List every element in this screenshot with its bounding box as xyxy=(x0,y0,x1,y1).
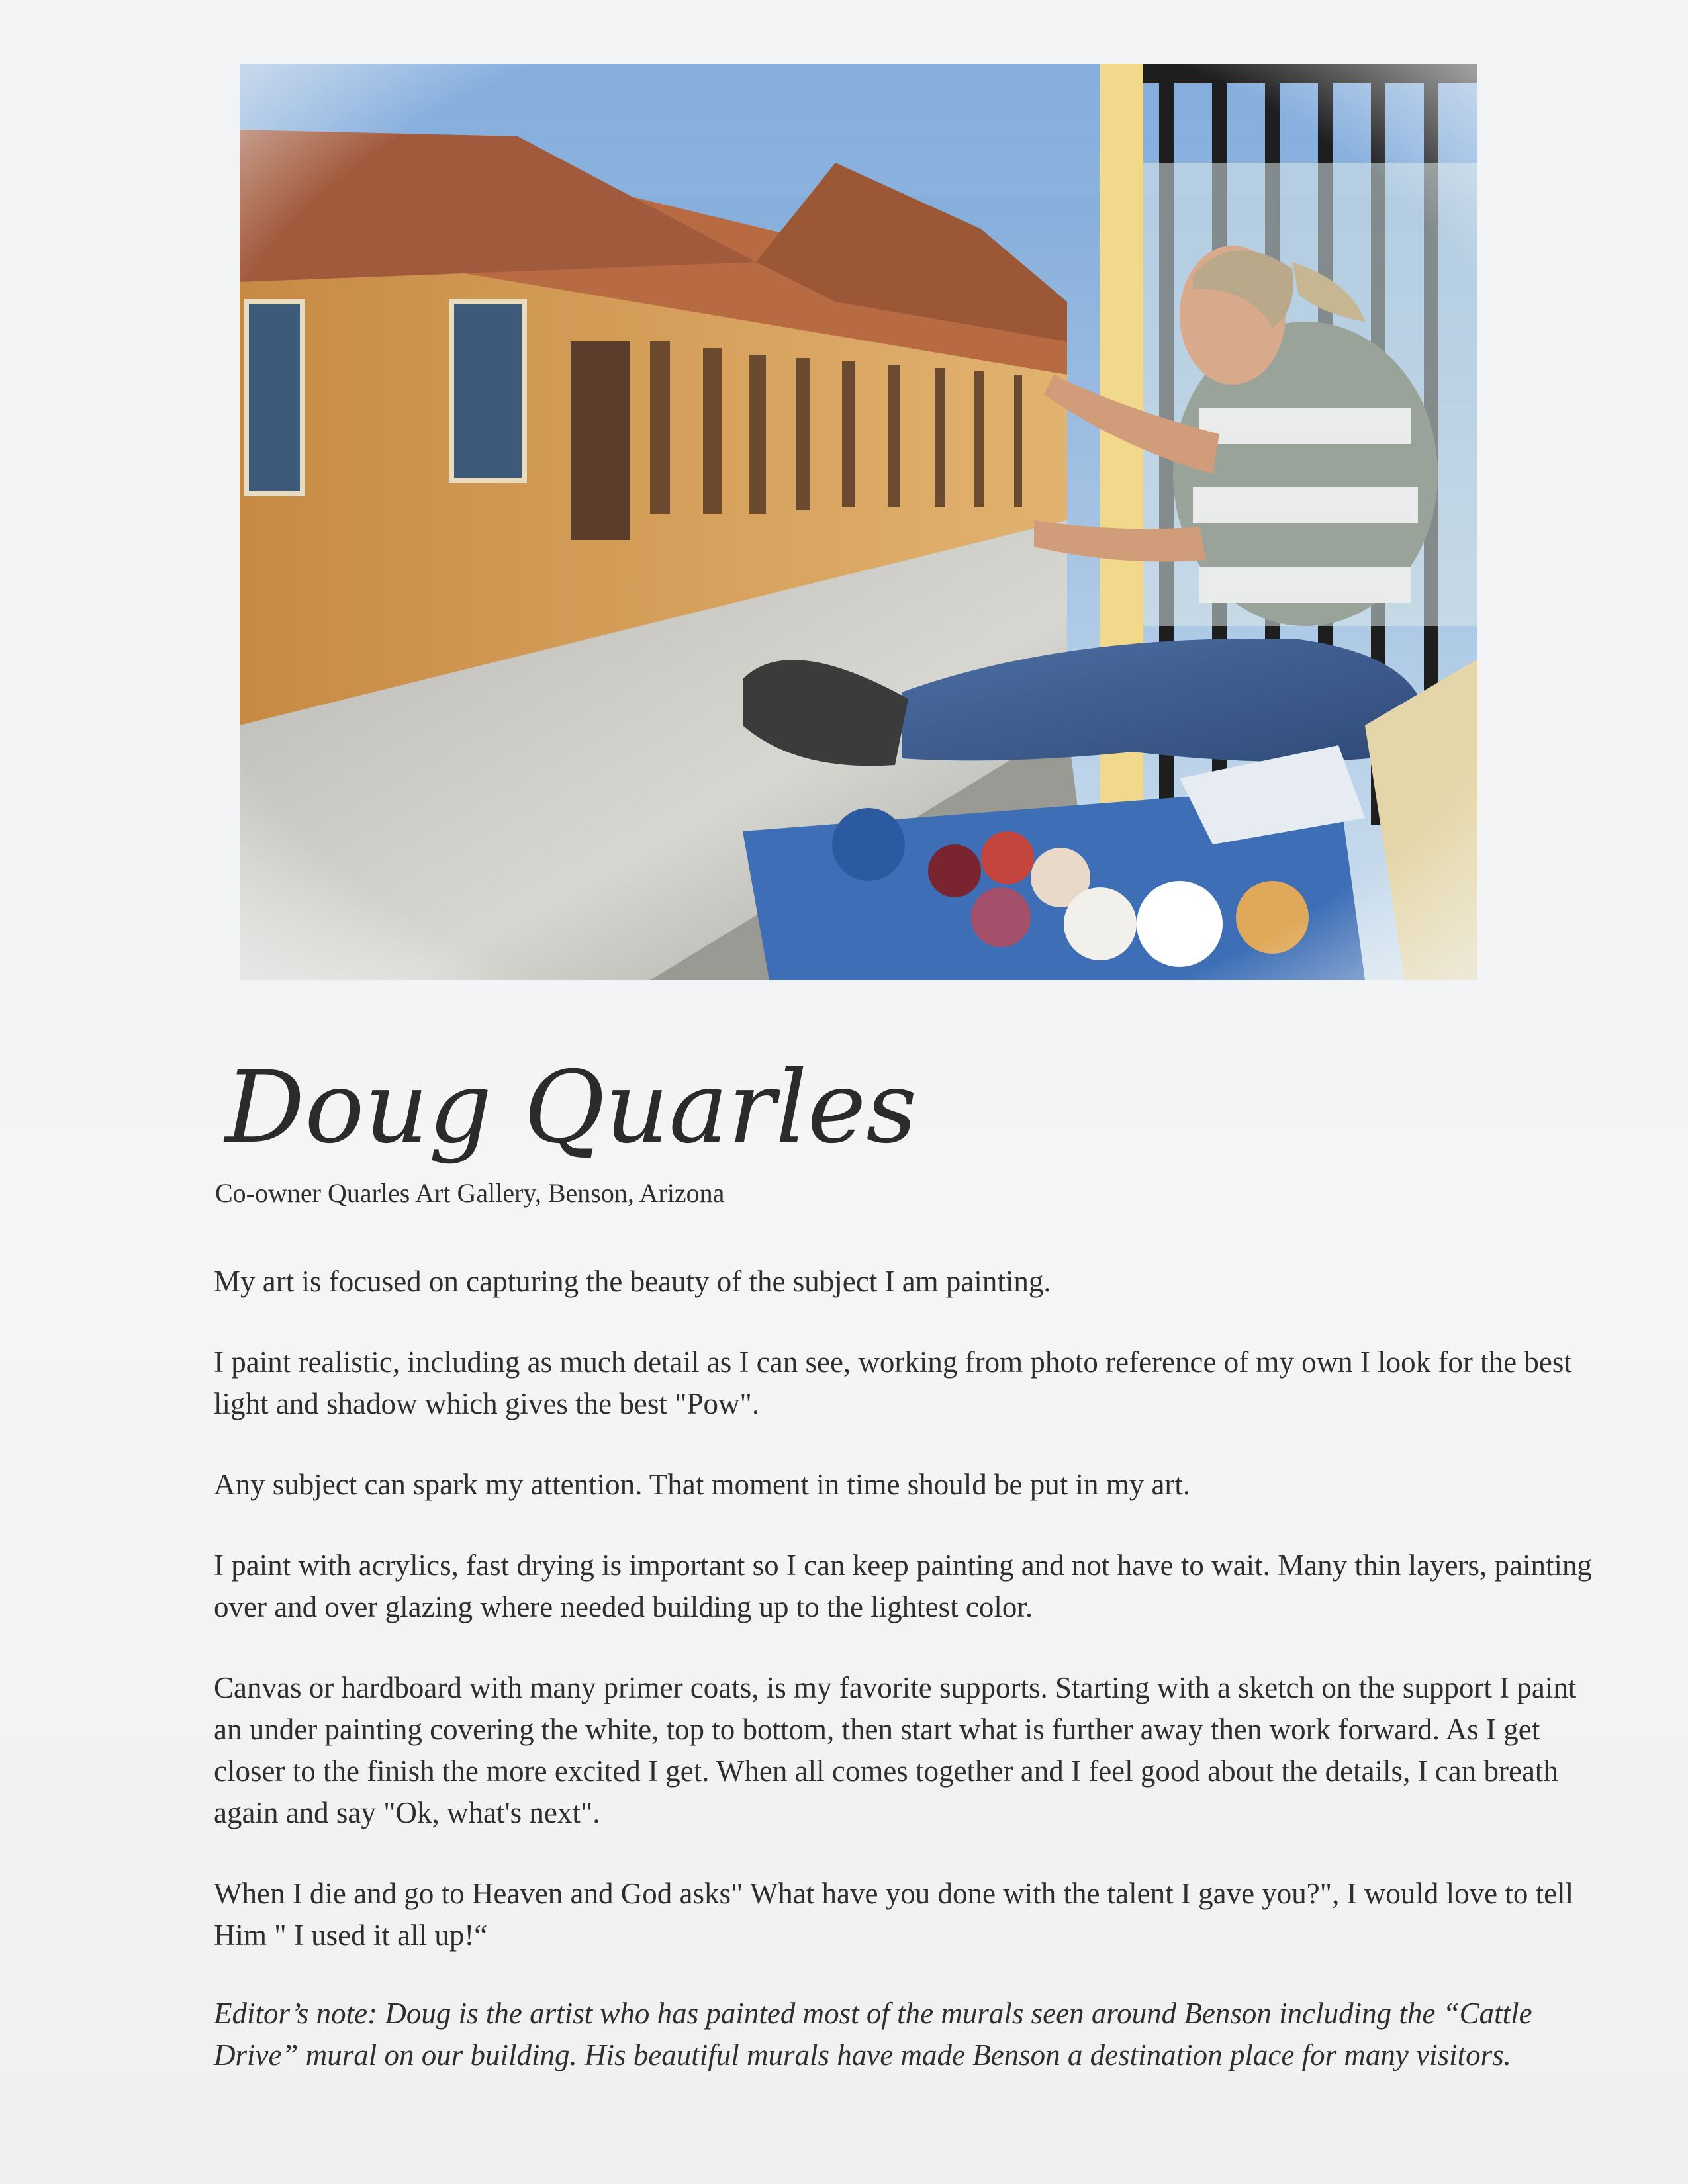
paragraph-5: Canvas or hardboard with many primer coats, is my favorite supports. Starting with a sketch on the support I paint an under painting covering the white, top to bottom, then start what is further away then work forward. As I get closer to the finish the more excited I get. When all comes together and I feel good about the details, I can breath again and say "Ok, what's next". xyxy=(214,1671,1577,1829)
signature-text: Doug Quarles xyxy=(225,1050,917,1165)
article-body xyxy=(214,1261,1604,2115)
signature-logo xyxy=(218,1032,917,1185)
paragraph-1: My art is focused on capturing the beauty of the subject I am painting. xyxy=(214,1265,1051,1298)
paragraph-4: I paint with acrylics, fast drying is important so I can keep painting and not have to wait. Many thin layers, painting over and over glazing where needed building up to the lightest color. xyxy=(214,1549,1593,1623)
editor-note: Editor’s note: Doug is the artist who has painted most of the murals seen around Benson including the “Cattle Drive” mural on our building. His beautiful murals have made Benson a destination place for many visitors. xyxy=(214,1997,1532,2071)
paragraph-3: Any subject can spark my attention. That moment in time should be put in my art. xyxy=(214,1468,1191,1501)
paragraph-6: When I die and go to Heaven and God asks" What have you done with the talent I gave you?", I would love to tell Him " I used it all up!“ xyxy=(214,1877,1574,1952)
artist-photo xyxy=(240,64,1477,980)
paragraph-2: I paint realistic, including as much detail as I can see, working from photo reference of my own I look for the best light and shadow which gives the best "Pow". xyxy=(214,1345,1572,1420)
artist-subtitle: Co-owner Quarles Art Gallery, Benson, Arizona xyxy=(215,1178,725,1208)
